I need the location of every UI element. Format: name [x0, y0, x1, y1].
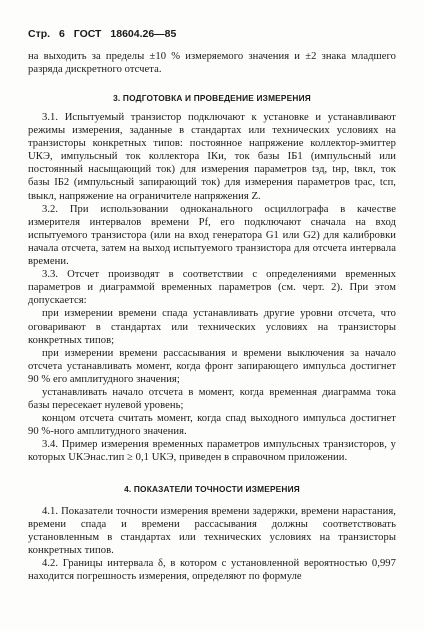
section-4-body	[28, 505, 396, 584]
intro-block	[28, 50, 396, 76]
section-3-title: 3. ПОДГОТОВКА И ПРОВЕДЕНИЕ ИЗМЕРЕНИЯ	[113, 93, 311, 103]
standard-number: 18604.26—85	[110, 28, 177, 40]
section-4-title: 4. ПОКАЗАТЕЛИ ТОЧНОСТИ ИЗМЕРЕНИЯ	[124, 484, 300, 494]
page-number: 6	[58, 28, 65, 40]
paragraph-3-3-c: устанавливать начало отсчета в момент, когда временная диаграмма тока базы пересекает нулевой уровень;	[28, 386, 396, 412]
paragraph-3-3: 3.3. Отсчет производят в соответствии с определениями временных параметров и диаграммой временных параметров (см. черт. 2). При этом допускается:	[28, 269, 396, 307]
paragraph-3-3-d: концом отсчета считать момент, когда спад выходного импульса достигнет 90 %-ного амплитудного значения.	[28, 413, 396, 438]
paragraph-4-1: 4.1. Показатели точности измерения времени задержки, времени нарастания, времени спада и времени рассасывания должны соответствовать установленным в стандартах или технических условиях на транзисторы конкретных типов.	[28, 506, 396, 557]
intro-paragraph: на выходить за пределы ±10 % измеряемого значения и ±2 знака младшего разряда дискретного отсчета.	[28, 51, 396, 76]
standard-name: ГОСТ	[73, 28, 102, 40]
paragraph-3-1: 3.1. Испытуемый транзистор подключают к установке и устанавливают режимы измерения, заданные в стандартах или технических условиях на транзисторы конкретных типов: постоянное напряжение коллектор-эмиттер UКЭ, импульсный ток коллектора IКи, ток базы IБ1 (импульсный или постоянный насыщающий ток) для измерения параметров tзд, tнр, tвкл, ток базы IБ2 (импульсный запирающий ток) для измерения параметров tрас, tсп, tвыкл, напряжение на ограничителе напряжения Z.	[28, 112, 396, 202]
paragraph-3-4: 3.4. Пример измерения временных параметров импульсных транзисторов, у которых UКЭнас.тип ≥ 0,1 UКЭ, приведен в справочном приложении.	[28, 439, 396, 464]
paragraph-3-3-a: при измерении времени спада устанавливать другие уровни отсчета, что оговаривают в стандартах или технических условиях на транзисторы конкретных типов;	[28, 308, 396, 346]
paragraph-4-2: 4.2. Границы интервала δ, в котором с установленной вероятностью 0,997 находится погрешность измерения, определяют по формуле	[28, 558, 396, 583]
paragraph-3-3-b: при измерении времени рассасывания и времени выключения за начало отсчета устанавливать момент, когда фронт запирающего импульса достигнет 90 % его амплитудного значения;	[28, 347, 396, 385]
section-3-body	[28, 111, 396, 465]
page-header	[28, 28, 182, 40]
paragraph-3-2: 3.2. При использовании одноканального осциллографа в качестве измерителя интервалов времени Pf, его подключают сначала на вход испытуемого транзистора (или на вход генератора G1 или G2) для калибровки начала отсчета, затем на выход испытуемого транзистора для отсчета интервала времени.	[28, 203, 396, 268]
page-label: Стр.	[28, 28, 51, 40]
